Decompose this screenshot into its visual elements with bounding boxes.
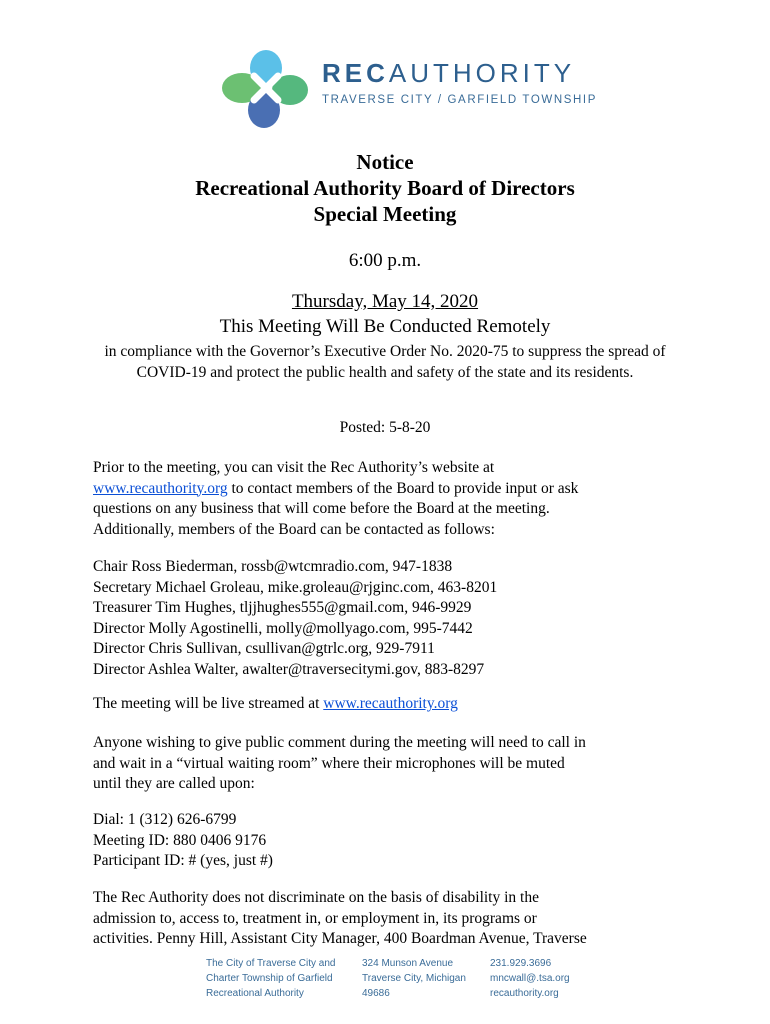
stream-line	[93, 694, 683, 715]
posted-date: Posted: 5-8-20	[339, 419, 431, 436]
comment-line: and wait in a “virtual waiting room” where their microphones will be muted	[93, 754, 565, 772]
footer-line: recauthority.org	[490, 988, 559, 999]
disability-line: The Rec Authority does not discriminate on the basis of disability in the	[93, 889, 539, 906]
footer-line: The City of Traverse City and	[206, 958, 336, 969]
footer-address	[362, 956, 466, 1001]
nondiscrimination-paragraph	[93, 888, 683, 950]
meeting-time: 6:00 p.m.	[348, 250, 422, 271]
footer-line: Traverse City, Michigan	[362, 973, 466, 984]
footer-line: mncwall@.tsa.org	[490, 973, 570, 984]
intro-line: questions on any business that will come before the Board at the meeting.	[93, 500, 550, 517]
intro-paragraph	[93, 458, 683, 540]
meeting-id: Meeting ID: 880 0406 9176	[93, 831, 267, 849]
website-link[interactable]: www.recauthority.org	[93, 479, 228, 497]
comment-line: until they are called upon:	[93, 775, 255, 792]
logo-wordmark: RECAUTHORITY	[322, 58, 576, 88]
footer-contact	[490, 956, 570, 1001]
comment-line: Anyone wishing to give public comment during the meeting will need to call in	[93, 734, 586, 751]
stream-link[interactable]: www.recauthority.org	[323, 695, 458, 712]
remote-notice: This Meeting Will Be Conducted Remotely	[219, 316, 551, 337]
compliance-statement: in compliance with the Governor’s Executive Order No. 2020-75 to suppress the spread of COVID-19 and protect the public health and safety of the state and its residents.	[104, 343, 666, 381]
stream-notice	[93, 694, 683, 715]
rec-authority-logo	[218, 48, 597, 130]
footer-line: 49686	[362, 988, 390, 999]
intro-line	[93, 479, 683, 500]
footer-line: 324 Munson Avenue	[362, 958, 454, 969]
footer-org	[206, 956, 336, 1001]
board-contacts	[93, 557, 683, 680]
contact-entry: Director Molly Agostinelli, molly@mollyago.com, 995-7442	[93, 619, 473, 637]
participant-id: Participant ID: # (yes, just #)	[93, 852, 273, 869]
footer-line: Recreational Authority	[206, 988, 304, 999]
disability-line: activities. Penny Hill, Assistant City Manager, 400 Boardman Avenue, Traverse	[93, 930, 587, 947]
board-heading: Recreational Authority Board of Directors	[195, 176, 575, 200]
footer-line: 231.929.3696	[490, 958, 552, 969]
logo-mark-icon	[218, 48, 314, 130]
dial-number: Dial: 1 (312) 626-6799	[93, 811, 237, 828]
meeting-type-heading: Special Meeting	[313, 202, 457, 226]
contact-entry: Chair Ross Biederman, rossb@wtcmradio.com, 947-1838	[93, 558, 453, 575]
intro-line-text: to contact members of the Board to provide input or ask	[227, 479, 579, 497]
meeting-date-wrap	[0, 291, 770, 313]
public-comment-paragraph	[93, 733, 683, 795]
intro-line: Additionally, members of the Board can be contacted as follows:	[93, 520, 495, 538]
contact-entry: Director Ashlea Walter, awalter@traversecitymi.gov, 883-8297	[93, 660, 485, 678]
contact-entry: Treasurer Tim Hughes, tljjhughes555@gmail.com, 946-9929	[93, 599, 472, 616]
footer-line: Charter Township of Garfield	[206, 973, 333, 984]
stream-text: The meeting will be live streamed at	[93, 695, 324, 712]
notice-heading: Notice	[356, 150, 414, 174]
logo-subtitle: TRAVERSE CITY / GARFIELD TOWNSHIP	[322, 94, 597, 106]
meeting-date: Thursday, May 14, 2020	[291, 291, 479, 312]
contact-entry: Secretary Michael Groleau, mike.groleau@rjginc.com, 463-8201	[93, 578, 498, 596]
disability-line: admission to, access to, treatment in, or employment in, its programs or	[93, 909, 537, 927]
contact-entry: Director Chris Sullivan, csullivan@gtrlc.org, 929-7911	[93, 640, 435, 657]
intro-line: Prior to the meeting, you can visit the Rec Authority’s website at	[93, 459, 495, 476]
dial-in-info	[93, 810, 683, 872]
